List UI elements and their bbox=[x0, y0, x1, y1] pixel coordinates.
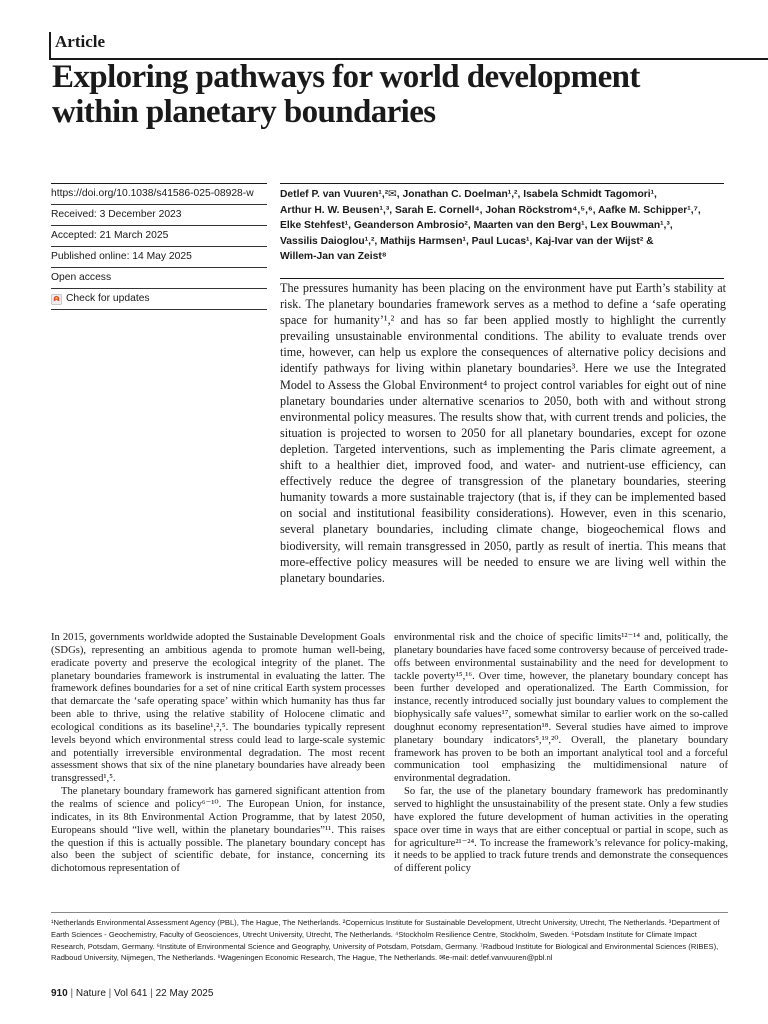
received-date: Received: 3 December 2023 bbox=[51, 204, 267, 225]
footer-separator: | bbox=[108, 988, 112, 999]
accepted-date: Accepted: 21 March 2025 bbox=[51, 225, 267, 246]
body-paragraph: The planetary boundary framework has garnered significant attention from the realms of science and policy⁶⁻¹⁰. The European Union, for instance, indicates, in its 8th Environmental Action Programme, that by latest 2050, Europeans should “live well, within the planetary boundaries”¹¹. This raises the question if this is actually possible. The planetary boundary concept has also been the subject of scientific debate, for instance, concerning its dichotomous representation of bbox=[51, 786, 385, 875]
footer-separator: | bbox=[150, 988, 153, 999]
author-line-4: Vassilis Daioglou¹,², Mathijs Harmsen¹, Paul Lucas¹, Kaj-Ivar van der Wijst² & bbox=[280, 235, 654, 247]
body-paragraph: In 2015, governments worldwide adopted the Sustainable Development Goals (SDGs), representing an ambitious agenda to promote human well-being, eradicate poverty and preserve the ecological integrity of the planet. The planetary boundaries framework is instrumental in evaluating the latter. The framework defines boundaries for a set of nine critical Earth system processes that demarcate the ‘safe operating space’ within which humanity has thus far been able to thrive, using the relative stability of Holocene climatic and ecological conditions as its baseline¹,²,⁵. The boundaries typically represent levels beyond which environmental stress could lead to large-scale systemic and potentially irreversible environmental degradation. The most recent assessment shows that six of the nine planetary boundaries have already been transgressed¹,⁵. bbox=[51, 632, 385, 785]
title-line-1: Exploring pathways for world development bbox=[52, 59, 640, 95]
body-paragraph: environmental risk and the choice of specific limits¹²⁻¹⁴ and, politically, the planetary boundaries have faced some controversy because of perceived trade-offs between environmental sustainability and the need for development to tackle poverty¹⁵,¹⁶. Over time, however, the planetary boundary concept has been further developed and operationalized. The Earth Commission, for instance, recently introduced socially just boundary values to complement the biophysically safe values¹⁷, somewhat similar to earlier work on the so-called doughnut economy representation¹⁸. Several studies have aimed to improve planetary boundary indicators⁵,¹⁹,²⁰. Overall, the planetary boundary framework has proven to be both an important analytical tool and a forceful communication tool emphasizing the multidimensional nature of environmental degradation. bbox=[394, 632, 728, 785]
doi-link[interactable]: https://doi.org/10.1038/s41586-025-08928-w bbox=[51, 183, 267, 204]
affiliations-rule bbox=[51, 912, 728, 913]
author-line-1: Detlef P. van Vuuren¹,²✉, Jonathan C. Doelman¹,², Isabela Schmidt Tagomori¹, bbox=[280, 189, 657, 200]
journal-volume: Vol 641 bbox=[114, 988, 148, 999]
page-footer bbox=[51, 988, 213, 999]
header-left-rule bbox=[49, 32, 51, 60]
body-column-right bbox=[394, 632, 728, 876]
author-line-2: Arthur H. W. Beusen¹,³, Sarah E. Cornell⁴, Johan Röckstrom⁴,⁵,⁶, Aafke M. Schipper¹,⁷, bbox=[280, 204, 701, 216]
check-for-updates-button[interactable] bbox=[51, 288, 267, 310]
page-number: 910 bbox=[51, 988, 68, 999]
issue-date: 22 May 2025 bbox=[155, 988, 214, 999]
open-access-label: Open access bbox=[51, 267, 267, 288]
author-line-5: Willem-Jan van Zeist⁸ bbox=[280, 251, 387, 262]
abstract: The pressures humanity has been placing on the environment have put Earth’s stability at risk. The planetary boundaries framework serves as a method to define a ‘safe operating space for humanity’¹,² and has so far been applied mostly to highlight the currently prevailing unsustainable environmental conditions. The ability to evaluate trends over time, however, can help us explore the consequences of alternative policy decisions and identify pathways for living within planetary boundaries³. Here we use the Integrated Model to Assess the Global Environment⁴ to project control variables for eight out of nine planetary boundaries under alternative scenarios to 2050, both with and without strong environmental policy measures. The results show that, with current trends and policies, the situation is projected to worsen to 2050 for all planetary boundaries, except for ozone depletion. Targeted interventions, such as implementing the Paris climate agreement, a shift to a healthier diet, improved food, and water- and nutrient-use efficiency, can effectively reduce the degree of transgression of the planetary boundaries, steering humanity towards a more sustainable trajectory (that is, if they can be implemented based on social and institutional feasibility considerations). However, even in this scenario, several planetary boundaries, including climate change, biogeochemical flows and biodiversity, will remain transgressed in 2050, partly as result of inertia. This means that more-effective policy measures will be needed to ensure we are living well within the planetary boundaries. bbox=[280, 281, 726, 585]
page-title bbox=[52, 60, 752, 130]
title-line-2: within planetary boundaries bbox=[52, 94, 436, 130]
author-line-3: Elke Stehfest¹, Geanderson Ambrosio², Maarten van den Berg¹, Lex Bouwman¹,³, bbox=[280, 220, 673, 231]
article-type-label: Article bbox=[55, 32, 106, 51]
body-column-left bbox=[51, 632, 385, 876]
affiliations: ¹Netherlands Environmental Assessment Agency (PBL), The Hague, The Netherlands. ²Copernicus Institute for Sustainable Development, Utrecht University, Utrecht, The Netherlands. ³Department of Earth Sciences - Geochemistry, Faculty of Geosciences, Utrecht University, Utrecht, The Netherlands. ⁴Stockholm Resilience Centre, Stockholm, Sweden. ⁵Potsdam Institute for Climate Impact Research, Potsdam, Germany. ⁶Institute of Environmental Science and Geography, University of Potsdam, Potsdam, Germany. ⁷Radboud Institute for Biological and Environmental Sciences (RIBES), Radboud University, Nijmegen, The Netherlands. ⁸Wageningen Economic Research, The Hague, The Netherlands. ✉e-mail: detlef.vanvuuren@pbl.nl bbox=[51, 918, 720, 963]
body-paragraph: So far, the use of the planetary boundary framework has predominantly served to highlight the unsustainability of the present state. Only a few studies have explored the future development of human activities in the operating space over time in ways that are either conceptual or partial in scope, such as for agriculture²¹⁻²⁴. To increase the framework’s relevance for policy-making, it needs to be applied to track future trends and demonstrate the consequences of different policy bbox=[394, 786, 728, 875]
footer-separator: | bbox=[70, 988, 74, 999]
published-date: Published online: 14 May 2025 bbox=[51, 246, 267, 267]
check-for-updates-icon bbox=[51, 294, 62, 305]
author-list bbox=[280, 183, 724, 265]
check-for-updates-label: Check for updates bbox=[66, 293, 150, 304]
abstract-rule bbox=[280, 278, 724, 279]
article-metadata bbox=[51, 183, 267, 310]
journal-name: Nature bbox=[75, 988, 106, 999]
